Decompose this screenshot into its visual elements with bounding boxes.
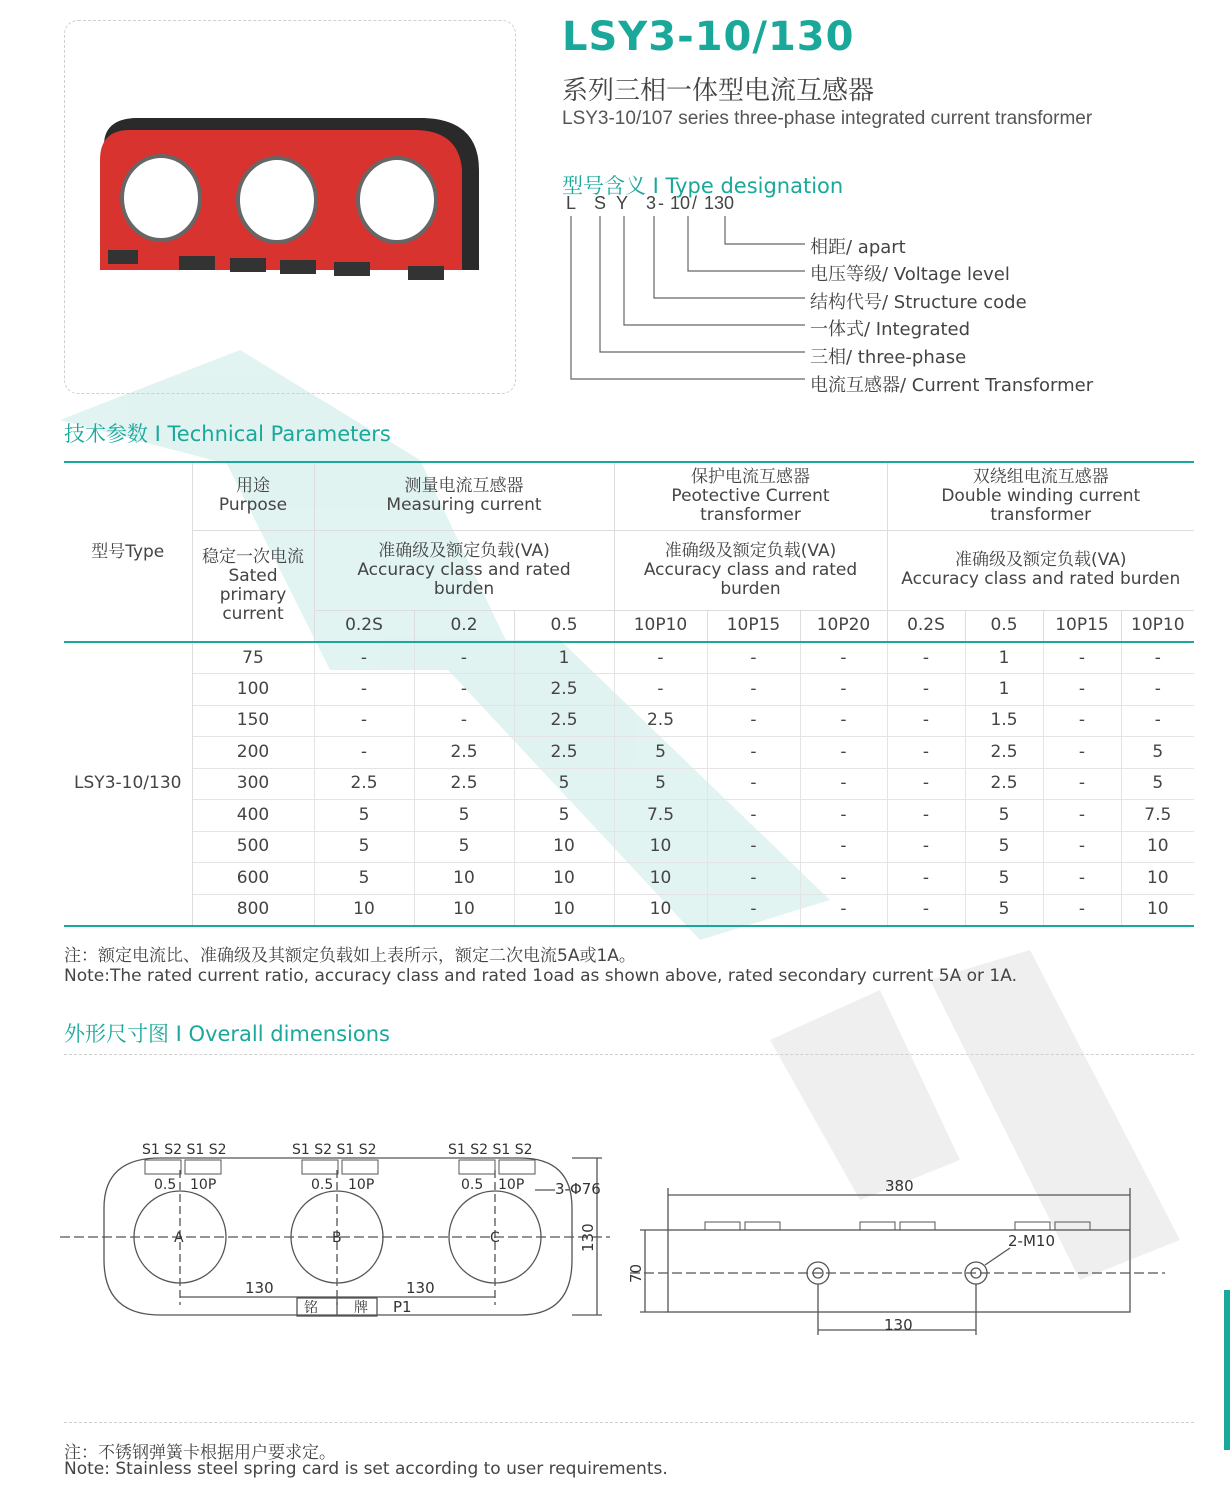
value-cell: -: [1154, 647, 1161, 668]
value-cell: -: [800, 642, 887, 674]
value-cell: 1: [514, 642, 614, 674]
code-char: L: [566, 193, 577, 213]
type-header: 型号Type: [64, 462, 192, 642]
value-cell: -: [1043, 642, 1121, 674]
table-row: [64, 642, 1194, 674]
purpose-header: 用途 Purpose: [192, 462, 314, 530]
table-row: [64, 737, 1194, 769]
product-title: LSY3-10/130: [562, 14, 855, 60]
class-header: 10P10: [614, 610, 707, 642]
table-row: [64, 894, 1194, 926]
value-cell: -: [800, 705, 887, 737]
value-cell: -: [414, 674, 514, 706]
product-photo: [64, 20, 514, 392]
value-cell: -: [314, 674, 414, 706]
dimensions-note-en: Note: Stainless steel spring card is set according to user requirements.: [64, 1459, 668, 1479]
value-cell: 10: [514, 863, 614, 895]
accuracy-protective-header: 准确级及额定负载(VA) Accuracy class and rated burden: [614, 530, 887, 610]
value-cell: -: [707, 737, 800, 769]
code-char: Y: [616, 193, 629, 213]
value-cell: 1: [965, 674, 1043, 706]
value-cell: -: [1043, 800, 1121, 832]
value-cell: 7.5: [614, 800, 707, 832]
value-cell: 2.5: [514, 674, 614, 706]
class-label: 10P: [348, 1177, 375, 1193]
code-char: 3: [646, 193, 657, 213]
value-cell: 5: [1152, 773, 1164, 794]
parameters-table: [64, 461, 1194, 927]
table-note-cn: 注：额定电流比、准确级及其额定负载如上表所示，额定二次电流5A或1A。: [64, 946, 636, 966]
designation-item: 结构代号/ Structure code: [810, 292, 1027, 313]
value-cell: -: [1043, 831, 1121, 863]
current-cell: 150: [192, 705, 314, 737]
code-char: -: [658, 193, 664, 213]
double-winding-header: 双绕组电流互感器 Double winding current transformer: [887, 462, 1194, 530]
edge-accent-bar: [1224, 1290, 1230, 1450]
value-cell: -: [707, 705, 800, 737]
value-cell: 2.5: [514, 737, 614, 769]
value-cell: -: [887, 705, 965, 737]
class-header: 10P20: [800, 610, 887, 642]
designation-leader-lines: [560, 214, 820, 386]
class-header: 0.2: [414, 610, 514, 642]
value-cell: -: [314, 642, 414, 674]
divider: [64, 1054, 1194, 1055]
value-cell: 10: [1146, 867, 1169, 888]
class-header: 0.5: [965, 610, 1043, 642]
code-char: 10: [670, 193, 691, 213]
value-cell: 1.5: [965, 705, 1043, 737]
code-char: /: [692, 193, 698, 213]
current-cell: 200: [192, 737, 314, 769]
value-cell: -: [1154, 710, 1161, 731]
table-row: [64, 800, 1194, 832]
model-cell: LSY3-10/130: [64, 642, 192, 926]
current-cell: 800: [192, 894, 314, 926]
sated-current-header: 稳定一次电流 Sated primary current: [192, 530, 314, 642]
value-cell: -: [1043, 863, 1121, 895]
phase-label: B: [332, 1230, 342, 1246]
accuracy-double-header: 准确级及额定负载(VA) Accuracy class and rated burden: [887, 530, 1194, 610]
product-subtitle-en: LSY3-10/107 series three-phase integrated current transformer: [562, 108, 1093, 129]
value-cell: -: [1043, 705, 1121, 737]
value-cell: 2.5: [614, 705, 707, 737]
value-cell: -: [800, 800, 887, 832]
terminal-label-a: S1 S2 S1 S2: [142, 1142, 227, 1158]
value-cell: -: [800, 737, 887, 769]
value-cell: 5: [314, 863, 414, 895]
dimensions-heading: 外形尺寸图 I Overall dimensions: [64, 1022, 390, 1046]
value-cell: 10: [614, 831, 707, 863]
value-cell: -: [614, 642, 707, 674]
value-cell: 10: [414, 894, 514, 926]
value-cell: -: [707, 642, 800, 674]
designation-item: 相距/ apart: [810, 237, 906, 258]
code-char: 130: [704, 193, 735, 213]
value-cell: 2.5: [514, 705, 614, 737]
value-cell: -: [707, 863, 800, 895]
value-cell: 10: [1146, 899, 1169, 919]
value-cell: -: [1043, 674, 1121, 706]
value-cell: -: [314, 705, 414, 737]
spacing-label: 130: [245, 1279, 274, 1297]
product-subtitle-cn: 系列三相一体型电流互感器: [562, 76, 875, 106]
value-cell: 5: [965, 800, 1043, 832]
value-cell: 5: [965, 831, 1043, 863]
value-cell: -: [1154, 678, 1161, 699]
designation-item: 一体式/ Integrated: [810, 319, 971, 340]
value-cell: 5: [314, 800, 414, 832]
table-row: [64, 674, 1194, 706]
class-header: 10P10: [1131, 615, 1185, 636]
spacing-label: 130: [406, 1279, 435, 1297]
value-cell: 10: [614, 863, 707, 895]
nameplate-label: 牌: [354, 1300, 368, 1316]
measuring-header: 测量电流互感器 Measuring current: [314, 462, 614, 530]
value-cell: 5: [1152, 741, 1164, 762]
value-cell: -: [707, 800, 800, 832]
value-cell: 1: [965, 642, 1043, 674]
value-cell: -: [887, 737, 965, 769]
value-cell: -: [800, 863, 887, 895]
designation-item: 三相/ three-phase: [810, 347, 967, 368]
table-note-en: Note:The rated current ratio, accuracy class and rated 1oad as shown above, rated secondary current 5A or 1A.: [64, 966, 1017, 986]
value-cell: 2.5: [414, 737, 514, 769]
height-label: 130: [579, 1223, 597, 1252]
class-label: 10P: [498, 1177, 525, 1193]
value-cell: 5: [414, 831, 514, 863]
value-cell: 2.5: [314, 768, 414, 800]
side-view-drawing: [0, 1160, 1230, 1350]
p1-label: P1: [393, 1298, 412, 1316]
class-label: 0.5: [461, 1177, 484, 1193]
class-label: 10P: [190, 1177, 217, 1193]
value-cell: -: [800, 831, 887, 863]
value-cell: 5: [514, 800, 614, 832]
phase-label: C: [490, 1230, 500, 1246]
phase-label: A: [174, 1230, 184, 1246]
value-cell: 10: [614, 894, 707, 926]
value-cell: -: [887, 768, 965, 800]
value-cell: 7.5: [1144, 804, 1172, 825]
table-row: [64, 831, 1194, 863]
value-cell: 10: [414, 863, 514, 895]
designation-item: 电流互感器/ Current Transformer: [810, 375, 1094, 396]
divider: [64, 1422, 1194, 1423]
class-header: 10P15: [1043, 610, 1121, 642]
class-header: 0.2S: [314, 610, 414, 642]
value-cell: -: [414, 705, 514, 737]
value-cell: 10: [314, 894, 414, 926]
value-cell: -: [707, 768, 800, 800]
terminal-label-b: S1 S2 S1 S2: [292, 1142, 377, 1158]
current-cell: 300: [192, 768, 314, 800]
type-designation-heading: 型号含义 I Type designation: [562, 174, 844, 198]
side-spacing-label: 130: [884, 1316, 913, 1334]
class-label: 0.5: [154, 1177, 177, 1193]
value-cell: -: [1043, 737, 1121, 769]
value-cell: -: [800, 894, 887, 926]
side-height-label: 70: [627, 1263, 645, 1283]
value-cell: -: [314, 737, 414, 769]
value-cell: 2.5: [965, 768, 1043, 800]
value-cell: 2.5: [414, 768, 514, 800]
value-cell: -: [887, 863, 965, 895]
value-cell: 5: [514, 768, 614, 800]
value-cell: 10: [1146, 836, 1169, 857]
accuracy-measuring-header: 准确级及额定负载(VA) Accuracy class and rated burden: [314, 530, 614, 610]
value-cell: 2.5: [965, 737, 1043, 769]
value-cell: 5: [965, 863, 1043, 895]
value-cell: -: [800, 674, 887, 706]
current-cell: 600: [192, 863, 314, 895]
protective-header: 保护电流互感器 Peotective Current transformer: [614, 462, 887, 530]
value-cell: 5: [965, 894, 1043, 926]
class-header: 0.5: [514, 610, 614, 642]
value-cell: -: [887, 800, 965, 832]
value-cell: -: [887, 831, 965, 863]
value-cell: -: [887, 642, 965, 674]
dimensions-note-cn: 注：不锈钢弹簧卡根据用户要求定。: [64, 1443, 336, 1463]
value-cell: -: [887, 894, 965, 926]
bolt-label: 2-M10: [1008, 1232, 1055, 1250]
hole-label: 3-Φ76: [555, 1180, 601, 1198]
current-cell: 75: [192, 642, 314, 674]
table-row: [64, 768, 1194, 800]
value-cell: -: [1043, 768, 1121, 800]
value-cell: 5: [614, 768, 707, 800]
value-cell: 5: [314, 831, 414, 863]
table-body: [64, 642, 1194, 926]
length-label: 380: [885, 1177, 914, 1195]
designation-item: 电压等级/ Voltage level: [810, 264, 1010, 285]
current-cell: 400: [192, 800, 314, 832]
value-cell: 5: [614, 737, 707, 769]
class-label: 0.5: [311, 1177, 334, 1193]
value-cell: -: [614, 674, 707, 706]
value-cell: -: [414, 642, 514, 674]
table-row: [64, 863, 1194, 895]
current-cell: 500: [192, 831, 314, 863]
class-header: 10P15: [707, 610, 800, 642]
value-cell: -: [707, 831, 800, 863]
value-cell: 10: [514, 894, 614, 926]
value-cell: -: [800, 768, 887, 800]
value-cell: 10: [514, 831, 614, 863]
value-cell: 5: [414, 800, 514, 832]
table-row: [64, 705, 1194, 737]
value-cell: -: [887, 674, 965, 706]
nameplate-label: 铭: [304, 1300, 318, 1316]
current-cell: 100: [192, 674, 314, 706]
technical-heading: 技术参数 I Technical Parameters: [64, 422, 391, 446]
value-cell: -: [1043, 894, 1121, 926]
value-cell: -: [707, 674, 800, 706]
terminal-label-c: S1 S2 S1 S2: [448, 1142, 533, 1158]
class-header: 0.2S: [887, 610, 965, 642]
code-char: S: [594, 193, 607, 213]
value-cell: -: [707, 894, 800, 926]
